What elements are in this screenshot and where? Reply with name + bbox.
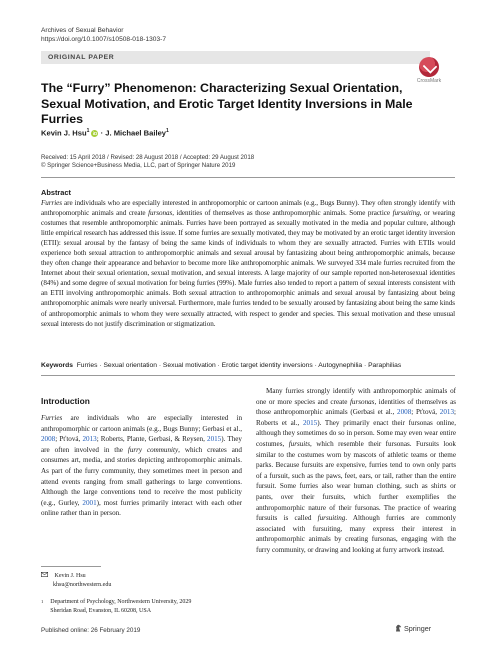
body-text: ; Pťtová, (411, 408, 440, 417)
body-text: , which resemble their fursonas. Fursuits look similar to the costumes worn by mascots of athletic teams or theme parks. Because fursuits are expensive, furries tend to own only parts of a fursuit, such as the paws, feet, ears, or tail, rather than the entire fursuit. Some furries also wear human clothing, such as shirts or pants, over their fursuits, which further exemplifies the anthropomorphic nature of their fursonas. The practice of wearing fursuits is called (256, 439, 456, 523)
citation-link[interactable]: 2008 (397, 408, 412, 417)
published-date: Published online: 26 February 2019 (41, 627, 141, 634)
author-separator: · (100, 128, 106, 138)
envelope-icon (41, 572, 48, 577)
copyright-line: © Springer Science+Business Media, LLC, part of Springer Nature 2019 (41, 162, 236, 170)
affil-line: Sheridan Road, Evanston, IL 60208, USA (50, 607, 152, 614)
corresp-name: Kevin J. Hsu (54, 573, 86, 579)
body-term: fursuits (288, 439, 311, 448)
crossmark-label: CrossMark (416, 78, 442, 84)
abstract-body (41, 198, 455, 329)
abstract-term: fursonas (148, 209, 173, 218)
author-affil-sup: 1 (86, 128, 90, 134)
corresp-email[interactable]: khsu@northwestern.edu (53, 581, 112, 588)
correspondence-note (41, 572, 111, 589)
publisher-logo (395, 624, 431, 633)
divider (41, 375, 455, 376)
crossmark-badge[interactable] (403, 57, 455, 84)
section-label: ORIGINAL PAPER (48, 54, 115, 61)
body-term: Furries (41, 414, 63, 422)
affil-line: Department of Psychology, Northwestern University, 2029 (50, 599, 192, 605)
date-history: Received: 15 April 2018 / Revised: 28 August 2018 / Accepted: 29 August 2018 (41, 154, 255, 161)
orcid-icon[interactable]: iD (92, 130, 98, 136)
body-column-left (41, 413, 242, 519)
author-name[interactable]: Kevin J. Hsu (41, 128, 87, 138)
body-text: ), most furries primarily interact with each other online rather than in person. (41, 498, 242, 518)
divider (41, 177, 455, 178)
citation-link[interactable]: 2013 (82, 435, 97, 444)
springer-horse-icon (395, 624, 402, 632)
affiliation-note (41, 598, 191, 615)
body-column-right (256, 386, 456, 556)
body-text: ). They are often involved in the (41, 435, 242, 454)
body-text: Many furries strongly identify with anthropomorphic animals of one or more species and create (256, 387, 456, 406)
footnote-divider (41, 566, 101, 567)
abstract-text: are individuals who are especially interested in anthropomorphic or cartoon animals (e.g., Bugs Bunny). They often strongly identify with anthropomorphic animals and create (41, 199, 455, 218)
citation-link[interactable]: 2015 (302, 418, 318, 427)
author-affil-sup: 1 (166, 128, 169, 134)
journal-doi[interactable]: https://doi.org/10.1007/s10508-018-1303-7 (41, 36, 167, 43)
body-term: fursuiting (317, 514, 346, 523)
citation-link[interactable]: 2013 (439, 408, 455, 417)
body-text: , identities of themselves as those anthropomorphic animals (Gerbasi et al., (256, 397, 456, 417)
body-text: ; Roberts et al., (256, 408, 456, 427)
keywords-list: Furries · Sexual orientation · Sexual motivation · Erotic target identity inversions · Autogynephilia · Paraphilias (76, 362, 402, 369)
citation-link[interactable]: 2001 (82, 498, 97, 507)
affil-sup: 1 (41, 599, 44, 604)
article-title: The “Furry” Phenomenon: Characterizing Sexual Orientation, Sexual Motivation, and Erotic Target Identity Inversions in Male Furries (41, 81, 413, 126)
body-text: ; Roberts, Plante, Gerbasi, & Reysen, (96, 435, 208, 444)
keywords-line (41, 362, 455, 369)
body-text: ). They primarily enact their fursonas online, although they sometimes do so in person. Some may even wear entire costumes, (256, 418, 456, 448)
abstract-term: Furries (41, 199, 62, 207)
body-text: ; Pťtová, (55, 435, 83, 444)
body-text: are individuals who are especially interested in anthropomorphic or cartoon animals (e.g., Bugs Bunny; Gerbasi et al., (41, 414, 242, 433)
abstract-text: , or wearing costumes that resemble anthropomorphic animals. Furries have been portrayed as sexually motivated in the media and popular culture, although little empirical research has addressed this issue. If some furries are sexually motivated, they may be motivated by an erotic target identity inversion (ETII): sexual arousal by the fantasy of being the same kinds of individuals to whom they are sexually attracted. Furries with ETIIs would experience both sexual attraction to anthropomorphic animals and sexual arousal by fantasizing about being anthropomorphic animals, because they often change their appearance and behavior to become more like anthropomorphic animals. We surveyed 334 male furries recruited from the Internet about their sexual orientation, sexual motivation, and sexual interests. A large majority of our sample reported non-heterosexual identities (84%) and some degree of sexual motivation for being furries (99%). Male furries also tended to report a pattern of sexual interests consistent with an ETII involving anthropomorphic animals. Both sexual attraction to anthropomorphic animals and sexual arousal by fantasizing about being anthropomorphic animals were nearly universal. Furthermore, male furries tended to be sexually aroused by fantasizing about being the same kinds of anthropomorphic animals to whom they were sexually attracted, with respect to gender and species. This sexual motivation and these unusual sexual interests do not justify discrimination or stigmatization. (41, 209, 455, 328)
body-term: fursonas (349, 397, 375, 406)
abstract-heading: Abstract (41, 188, 71, 197)
crossmark-icon (419, 57, 439, 77)
article-dates (41, 154, 254, 171)
author-name[interactable]: J. Michael Bailey (105, 128, 167, 138)
body-text: . Although furries are commonly associated with fursuiting, many express their interest in anthropomorphic animals by creating fursonas, engaging with the furry community, or drawing and looking at furry artwork instead. (256, 514, 457, 554)
journal-header (41, 26, 166, 44)
abstract-term: fursuiting (392, 209, 420, 218)
body-term: furry community (127, 445, 179, 454)
abstract-text: , identities of themselves as those anthropomorphic animals. Some practice (172, 209, 393, 218)
publisher-name: Springer (404, 624, 432, 633)
body-text: , which creates and consumes art, media, and stories depicting anthropomorphic animals. As part of the furry community, they sometimes meet in person and attend events ranging from small gatherings to large conventions. Although the large conventions tend to receive the most publicity (e.g., Gurley, (41, 445, 242, 507)
keywords-label: Keywords (41, 362, 73, 369)
journal-name: Archives of Sexual Behavior (41, 27, 124, 34)
author-list (41, 128, 169, 138)
section-heading: Introduction (41, 396, 90, 406)
citation-link[interactable]: 2008 (41, 435, 56, 444)
citation-link[interactable]: 2015 (207, 435, 222, 444)
